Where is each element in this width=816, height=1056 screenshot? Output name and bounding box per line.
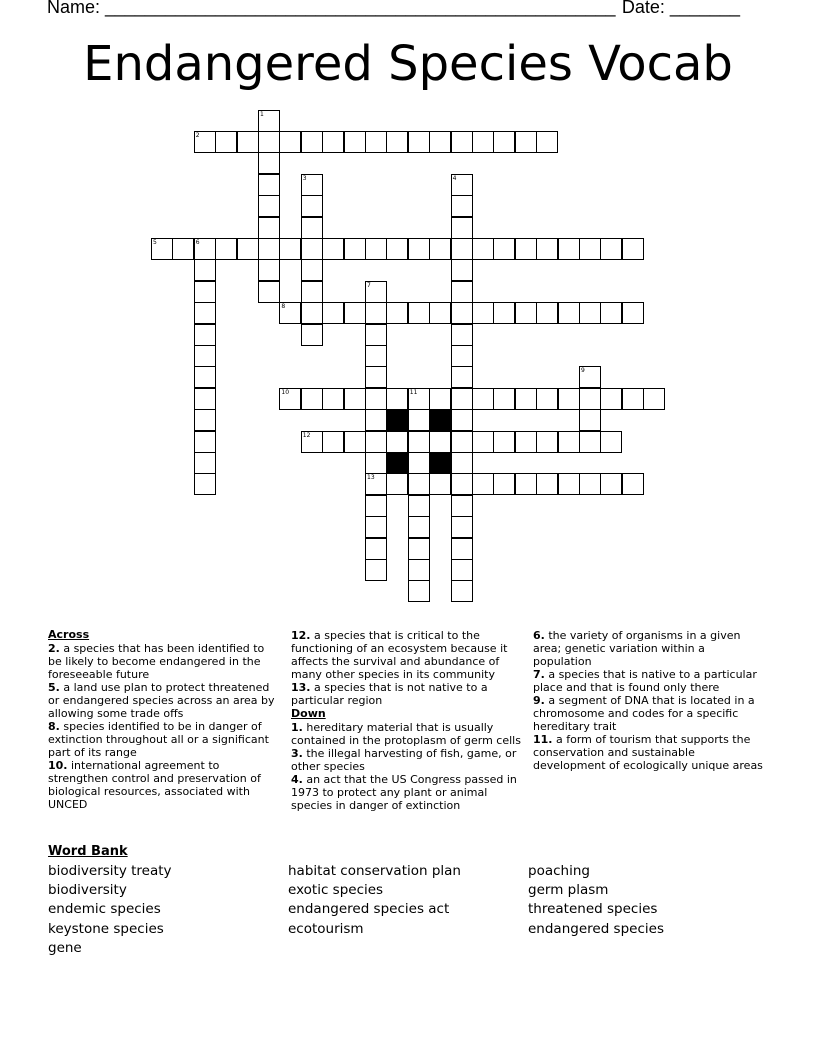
grid-cell[interactable] <box>622 238 644 260</box>
grid-cell[interactable] <box>365 516 387 538</box>
clue-across-8: 8. species identified to be in danger of extinction throughout all or a significant part of its range <box>48 720 269 759</box>
grid-cell[interactable] <box>258 259 280 281</box>
clue-number: 2 <box>195 132 200 139</box>
grid-cell[interactable] <box>472 388 494 410</box>
grid-cell[interactable] <box>408 538 430 560</box>
grid-cell[interactable] <box>408 409 430 431</box>
clue-number: 7 <box>367 281 371 289</box>
grid-cell[interactable] <box>215 131 237 153</box>
clue-down-1: 1. hereditary material that is usually contained in the protoplasm of germ cells <box>291 721 521 747</box>
grid-cell[interactable] <box>451 195 473 217</box>
clue-down-6: 6. the variety of organisms in a given area; genetic variation within a population <box>533 629 741 668</box>
grid-cell[interactable] <box>301 217 323 239</box>
grid-cell[interactable] <box>451 516 473 538</box>
word-bank-item: keystone species <box>48 920 164 937</box>
grid-cell[interactable] <box>579 366 601 388</box>
word-bank-item: biodiversity treaty <box>48 863 172 879</box>
grid-cell[interactable] <box>558 302 580 324</box>
grid-cell[interactable] <box>451 174 473 196</box>
grid-cell[interactable] <box>365 452 387 474</box>
grid-cell[interactable] <box>536 238 558 260</box>
grid-cell[interactable] <box>258 110 280 132</box>
grid-cell[interactable] <box>558 473 580 495</box>
grid-cell[interactable] <box>301 324 323 346</box>
grid-cell[interactable] <box>301 131 323 153</box>
grid-cell[interactable] <box>365 409 387 431</box>
clues-column-2 <box>291 629 523 812</box>
grid-cell[interactable] <box>451 131 473 153</box>
grid-cell[interactable] <box>472 131 494 153</box>
grid-cell[interactable] <box>515 431 537 453</box>
clue-across-5: 5. a land use plan to protect threatened or endangered species across an area by allowing some trade offs <box>48 681 275 720</box>
word-bank-item: endemic species <box>48 901 161 918</box>
clue-number: 9 <box>581 367 585 375</box>
word-bank-column-1 <box>48 862 172 958</box>
grid-cell[interactable] <box>451 366 473 388</box>
grid-cell[interactable] <box>386 131 408 153</box>
grid-cell[interactable] <box>365 559 387 581</box>
grid-cell[interactable] <box>194 452 216 474</box>
grid-cell[interactable] <box>493 238 515 260</box>
grid-cell[interactable] <box>451 324 473 346</box>
grid-cell[interactable] <box>365 473 387 495</box>
grid-cell[interactable] <box>408 495 430 517</box>
grid-cell[interactable] <box>194 345 216 367</box>
grid-cell[interactable] <box>622 473 644 495</box>
grid-cell[interactable] <box>579 302 601 324</box>
grid-cell[interactable] <box>536 302 558 324</box>
grid-cell[interactable] <box>515 302 537 324</box>
grid-cell[interactable] <box>386 473 408 495</box>
grid-cell[interactable] <box>493 473 515 495</box>
grid-cell[interactable] <box>365 324 387 346</box>
grid-cell[interactable] <box>472 431 494 453</box>
grid-cell[interactable] <box>472 238 494 260</box>
grid-cell[interactable] <box>536 431 558 453</box>
grid-cell[interactable] <box>344 131 366 153</box>
grid-cell[interactable] <box>258 238 280 260</box>
grid-cell[interactable] <box>279 131 301 153</box>
grid-cell[interactable] <box>408 516 430 538</box>
clue-number: 11 <box>409 388 418 396</box>
grid-cell[interactable] <box>194 281 216 303</box>
word-bank-item: biodiversity <box>48 882 127 899</box>
clue-number: 5 <box>153 239 157 246</box>
grid-cell[interactable] <box>429 238 451 260</box>
grid-cell[interactable] <box>344 431 366 453</box>
clue-down-11: 11. a form of tourism that supports the conservation and sustainable development of ecologically unique areas <box>533 733 763 772</box>
clue-across-13: 13. a species that is not native to a particular region <box>291 681 488 707</box>
clue-down-4: 4. an act that the US Congress passed in 1973 to protect any plant or animal species in danger of extinction <box>291 773 517 812</box>
grid-cell[interactable] <box>386 238 408 260</box>
word-bank-item: threatened species <box>528 901 658 918</box>
grid-cell[interactable] <box>365 538 387 560</box>
grid-cell[interactable] <box>451 409 473 431</box>
grid-cell[interactable] <box>365 388 387 410</box>
grid-cell[interactable] <box>493 131 515 153</box>
grid-cell[interactable] <box>322 431 344 453</box>
grid-cell[interactable] <box>365 238 387 260</box>
grid-cell[interactable] <box>279 302 301 324</box>
black-square <box>386 409 408 431</box>
clue-number: 6 <box>195 239 200 246</box>
grid-cell[interactable] <box>515 473 537 495</box>
grid-cell[interactable] <box>515 238 537 260</box>
grid-cell[interactable] <box>194 131 216 153</box>
grid-cell[interactable] <box>536 473 558 495</box>
grid-cell[interactable] <box>365 281 387 303</box>
grid-cell[interactable] <box>408 473 430 495</box>
down-heading: Down <box>291 707 326 720</box>
clue-across-2: 2. a species that has been identified to be likely to become endangered in the foreseeable future <box>48 642 265 681</box>
grid-cell[interactable] <box>301 174 323 196</box>
grid-cell[interactable] <box>322 238 344 260</box>
grid-cell[interactable] <box>386 431 408 453</box>
grid-cell[interactable] <box>579 473 601 495</box>
clue-across-10: 10. international agreement to strengthen control and preservation of biological resources, associated with UNCED <box>48 759 261 811</box>
grid-cell[interactable] <box>344 302 366 324</box>
grid-cell[interactable] <box>194 259 216 281</box>
grid-cell[interactable] <box>451 431 473 453</box>
grid-cell[interactable] <box>215 238 237 260</box>
clue-number: 13 <box>367 474 375 482</box>
grid-cell[interactable] <box>408 452 430 474</box>
grid-cell[interactable] <box>408 238 430 260</box>
grid-cell[interactable] <box>536 388 558 410</box>
grid-cell[interactable] <box>365 131 387 153</box>
grid-cell[interactable] <box>429 302 451 324</box>
grid-cell[interactable] <box>579 409 601 431</box>
grid-cell[interactable] <box>194 409 216 431</box>
grid-cell[interactable] <box>322 388 344 410</box>
grid-cell[interactable] <box>451 538 473 560</box>
grid-cell[interactable] <box>365 431 387 453</box>
grid-cell[interactable] <box>301 259 323 281</box>
word-bank-item: poaching <box>528 863 590 879</box>
black-square <box>429 409 451 431</box>
grid-cell[interactable] <box>194 302 216 324</box>
grid-cell[interactable] <box>279 388 301 410</box>
black-square <box>386 452 408 474</box>
grid-cell[interactable] <box>536 131 558 153</box>
grid-cell[interactable] <box>408 431 430 453</box>
grid-cell[interactable] <box>172 238 194 260</box>
grid-cell[interactable] <box>451 495 473 517</box>
grid-cell[interactable] <box>237 238 259 260</box>
grid-cell[interactable] <box>301 302 323 324</box>
grid-cell[interactable] <box>408 559 430 581</box>
grid-cell[interactable] <box>579 431 601 453</box>
grid-cell[interactable] <box>237 131 259 153</box>
grid-cell[interactable] <box>194 388 216 410</box>
word-bank-item: endangered species act <box>288 901 450 918</box>
grid-cell[interactable] <box>451 238 473 260</box>
grid-cell[interactable] <box>408 388 430 410</box>
clue-down-7: 7. a species that is native to a particular place and that is found only there <box>533 668 757 694</box>
clue-number: 12 <box>302 431 311 439</box>
grid-cell[interactable] <box>451 302 473 324</box>
grid-cell[interactable] <box>386 388 408 410</box>
grid-cell[interactable] <box>258 195 280 217</box>
grid-cell[interactable] <box>408 302 430 324</box>
grid-cell[interactable] <box>451 281 473 303</box>
grid-cell[interactable] <box>600 238 622 260</box>
grid-cell[interactable] <box>493 302 515 324</box>
grid-cell[interactable] <box>301 431 323 453</box>
clue-number: 10 <box>281 388 290 396</box>
grid-cell[interactable] <box>493 431 515 453</box>
grid-cell[interactable] <box>258 152 280 174</box>
word-bank-item: germ plasm <box>528 882 609 899</box>
clues-column-1 <box>48 628 280 811</box>
grid-cell[interactable] <box>194 473 216 495</box>
grid-cell[interactable] <box>365 345 387 367</box>
grid-cell[interactable] <box>365 495 387 517</box>
grid-cell[interactable] <box>472 473 494 495</box>
date-field: Date: _______ <box>621 0 740 17</box>
grid-cell[interactable] <box>322 302 344 324</box>
clue-number: 1 <box>260 110 264 118</box>
grid-cell[interactable] <box>258 131 280 153</box>
grid-cell[interactable] <box>579 388 601 410</box>
word-bank-column-2 <box>288 862 461 939</box>
grid-cell[interactable] <box>386 302 408 324</box>
grid-cell[interactable] <box>643 388 665 410</box>
grid-cell[interactable] <box>301 195 323 217</box>
clue-across-12: 12. a species that is critical to the functioning of an ecosystem because it affects the survival and abundance of many other species in its community <box>291 629 508 681</box>
grid-cell[interactable] <box>194 366 216 388</box>
grid-cell[interactable] <box>301 238 323 260</box>
grid-cell[interactable] <box>194 238 216 260</box>
grid-cell[interactable] <box>322 131 344 153</box>
grid-cell[interactable] <box>258 174 280 196</box>
word-bank-column-3 <box>528 862 664 939</box>
grid-cell[interactable] <box>451 345 473 367</box>
grid-cell[interactable] <box>472 302 494 324</box>
grid-cell[interactable] <box>600 431 622 453</box>
grid-cell[interactable] <box>365 366 387 388</box>
clue-down-3: 3. the illegal harvesting of fish, game, or other species <box>291 747 517 773</box>
grid-cell[interactable] <box>194 431 216 453</box>
grid-cell[interactable] <box>558 238 580 260</box>
word-bank-item: endangered species <box>528 920 664 937</box>
grid-cell[interactable] <box>622 302 644 324</box>
grid-cell[interactable] <box>515 388 537 410</box>
grid-cell[interactable] <box>279 238 301 260</box>
grid-cell[interactable] <box>451 580 473 602</box>
grid-cell[interactable] <box>600 388 622 410</box>
grid-cell[interactable] <box>301 281 323 303</box>
word-bank-title: Word Bank <box>48 844 128 859</box>
grid-cell[interactable] <box>258 217 280 239</box>
grid-cell[interactable] <box>429 473 451 495</box>
clues-column-3 <box>533 629 765 772</box>
grid-cell[interactable] <box>365 302 387 324</box>
grid-cell[interactable] <box>451 452 473 474</box>
grid-cell[interactable] <box>344 388 366 410</box>
grid-cell[interactable] <box>600 302 622 324</box>
across-heading: Across <box>48 628 90 641</box>
grid-cell[interactable] <box>579 238 601 260</box>
name-field: Name: ___________________________________________________ <box>47 0 616 17</box>
grid-cell[interactable] <box>408 580 430 602</box>
word-bank-item: ecotourism <box>288 920 364 937</box>
word-bank-item: exotic species <box>288 882 384 899</box>
grid-cell[interactable] <box>301 388 323 410</box>
grid-cell[interactable] <box>515 131 537 153</box>
grid-cell[interactable] <box>151 238 173 260</box>
word-bank-item: habitat conservation plan <box>288 863 461 879</box>
page-title: Endangered Species Vocab <box>83 36 733 92</box>
grid-cell[interactable] <box>451 259 473 281</box>
grid-cell[interactable] <box>451 473 473 495</box>
word-bank-item: gene <box>48 939 82 956</box>
grid-cell[interactable] <box>558 388 580 410</box>
grid-cell[interactable] <box>600 473 622 495</box>
grid-cell[interactable] <box>451 217 473 239</box>
grid-cell[interactable] <box>493 388 515 410</box>
clue-number: 8 <box>281 303 286 311</box>
grid-cell[interactable] <box>429 431 451 453</box>
grid-cell[interactable] <box>451 559 473 581</box>
clue-number: 3 <box>302 174 307 182</box>
grid-cell[interactable] <box>194 324 216 346</box>
grid-cell[interactable] <box>258 281 280 303</box>
grid-cell[interactable] <box>622 388 644 410</box>
grid-cell[interactable] <box>558 431 580 453</box>
grid-cell[interactable] <box>451 388 473 410</box>
grid-cell[interactable] <box>344 238 366 260</box>
clue-number: 4 <box>452 174 457 182</box>
clue-down-9: 9. a segment of DNA that is located in a chromosome and codes for a specific hereditary trait <box>533 694 755 733</box>
grid-cell[interactable] <box>408 131 430 153</box>
black-square <box>429 452 451 474</box>
grid-cell[interactable] <box>429 388 451 410</box>
grid-cell[interactable] <box>429 131 451 153</box>
